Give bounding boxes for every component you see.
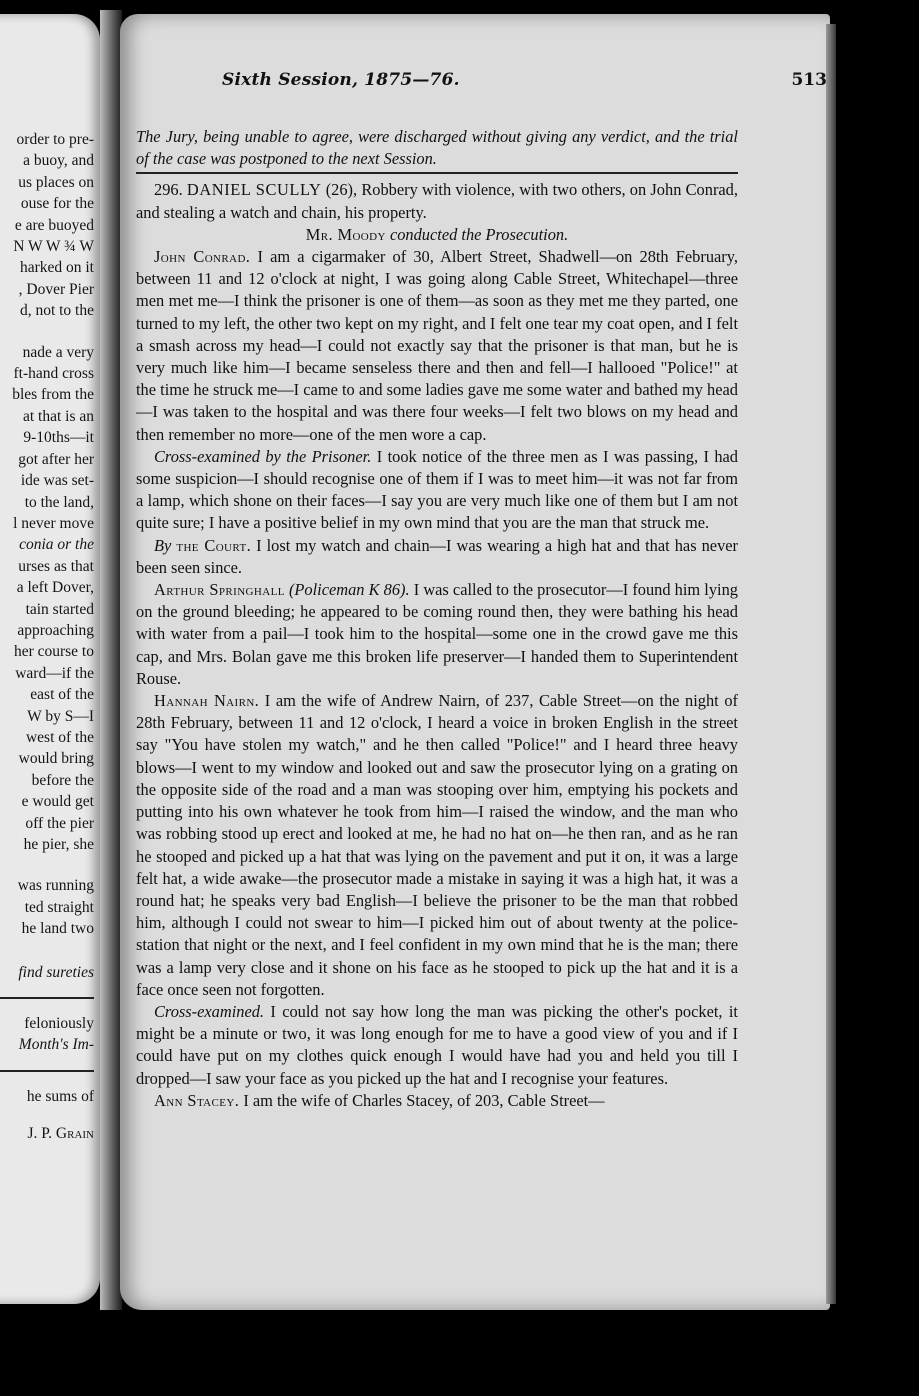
witness-name: John Conrad. xyxy=(154,247,251,267)
left-page-line: feloniously xyxy=(24,1015,94,1033)
left-page-line: ouse for the xyxy=(20,195,94,213)
cross-label: Cross-examined by the Prisoner. xyxy=(154,446,372,466)
left-page-line: east of the xyxy=(30,686,94,704)
page-body xyxy=(136,126,738,1112)
defendant-name: DANIEL SCULLY xyxy=(186,180,322,200)
left-page-line: d, not to the xyxy=(19,302,94,320)
section-rule xyxy=(136,172,738,174)
court-question xyxy=(136,535,738,579)
witness-role: (Policeman K 86). xyxy=(288,580,410,600)
witness-name: Arthur Springhall xyxy=(154,580,285,600)
left-page-line: was running xyxy=(17,877,94,895)
left-page-line: tain started xyxy=(25,600,94,618)
witness-name: Hannah Nairn. xyxy=(154,691,260,711)
left-page-line: W by S—I xyxy=(27,707,94,725)
left-page-line: J. P. Grain xyxy=(27,1125,94,1143)
left-page-line: before the xyxy=(31,771,94,789)
left-page-line: bles from the xyxy=(12,386,94,404)
page-number: 513 xyxy=(791,70,827,90)
left-page-line: he land two xyxy=(21,920,94,938)
jury-note: The Jury, being unable to agree, were discharged without giving any verdict, and the trial of the case was postponed to the next Session. xyxy=(136,127,738,169)
left-page-line: he sums of xyxy=(26,1087,94,1105)
witness-name: Ann Stacey. xyxy=(154,1090,240,1110)
left-page-line: N W W ¾ W xyxy=(13,238,94,256)
left-page-line: a left Dover, xyxy=(16,579,94,597)
testimony-text: I took notice of the three men as I was passing, I had some suspicion—I should recognise one of them if I was to meet him—it was not far from a lamp, which shone on their faces—I say you are very much like one of them but I am not quite sure; I have a positive belief in my own mind that you are the man that struck me. xyxy=(136,446,738,533)
left-page-line: ward—if the xyxy=(15,664,94,682)
left-page-line: her course to xyxy=(13,643,94,661)
cross-label: Cross-examined. xyxy=(154,1001,265,1021)
left-page-line: ted straight xyxy=(24,898,94,916)
testimony-text: I am a cigarmaker of 30, Albert Street, Shadwell—on 28th February, between 11 and 12 o'clock at night, I was going along Cable Street, Whitechapel—three men met me—I think the prisoner is one of them—as soon as they met me they parted, one turned to my left, the other two kept on my right, and I felt one tear my coat open, and I felt a smash across my head—I could not exactly say that the prisoner is that man, but he is very much like him—I became senseless there and then and fell—I hallooed "Police!" at the time he struck me—I came to and some ladies gave me some water and bathed my head—I was taken to the hospital and was there four weeks—I felt two blows on my head and then remember no more—one of the men wore a cap. xyxy=(136,247,738,444)
left-page-line: off the pier xyxy=(25,814,94,832)
left-page-line: e are buoyed xyxy=(14,216,94,234)
case-number: 296. xyxy=(154,180,183,200)
left-page-line: a buoy, and xyxy=(23,152,94,170)
charge-text: (26), Robbery with violence, with two others, on John Conrad, and stealing a watch and chain, his property. xyxy=(136,180,738,222)
prosecution-line xyxy=(136,224,738,246)
testimony-text: I could not say how long the man was picking the other's pocket, it might be a minute or two, it was long enough for me to have a good view of you and if I could have put on my clothes quick enough I would have had you and held you till I dropped—I saw your face as you picked up the hat and I recognise your features. xyxy=(136,1001,738,1088)
book-gutter xyxy=(100,10,122,1310)
testimony-stacey xyxy=(136,1090,738,1112)
testimony-text: I am the wife of Charles Stacey, of 203, Cable Street— xyxy=(243,1090,605,1110)
left-page-line: to the land, xyxy=(24,493,94,511)
court-label: the Court. xyxy=(176,535,252,555)
running-head: Sixth Session, 1875—76. xyxy=(222,70,460,90)
left-page-line: conia or the xyxy=(19,536,94,554)
left-page-line: would bring xyxy=(18,750,94,768)
left-page-line: find sureties xyxy=(18,963,94,981)
left-page-line: ide was set- xyxy=(20,472,94,490)
left-page xyxy=(0,14,100,1304)
court-label-by: By xyxy=(154,535,172,555)
testimony-conrad xyxy=(136,246,738,446)
left-page-line: , Dover Pier xyxy=(18,280,94,298)
left-page-line: order to pre- xyxy=(16,131,94,148)
case-heading xyxy=(136,179,738,223)
left-page-line: urses as that xyxy=(18,557,94,575)
cross-examination-prisoner xyxy=(136,446,738,535)
testimony-text: I was called to the prosecutor—I found him lying on the ground bleeding; he appeared to be coming round then, they were bathing his head with water from a pail—I took him to the hospital—some one in the crowd gave me this cap, and Mrs. Bolan gave me this broken life preserver—I handed them to Superintendent Rouse. xyxy=(136,580,738,688)
left-page-line: l never move xyxy=(13,514,94,532)
cross-examination xyxy=(136,1001,738,1090)
left-page-line: got after her xyxy=(18,450,94,468)
left-page-rule xyxy=(0,997,94,999)
prosecution-text: conducted the Prosecution. xyxy=(389,224,569,244)
left-page-line: at that is an xyxy=(22,407,94,425)
prosecutor-name: Mr. Moody xyxy=(305,224,386,244)
left-page-line: e would get xyxy=(21,793,94,811)
testimony-springhall xyxy=(136,579,738,690)
page-edge xyxy=(826,24,836,1304)
left-page-line: Month's Im- xyxy=(18,1036,94,1054)
left-page-text xyxy=(0,129,94,1145)
testimony-nairn xyxy=(136,690,738,1001)
testimony-text: I lost my watch and chain—I was wearing a high hat and that has never been seen since. xyxy=(136,535,739,577)
left-page-line: he pier, she xyxy=(23,836,94,853)
left-page-line: approaching xyxy=(17,621,94,639)
testimony-text: I am the wife of Andrew Nairn, of 237, Cable Street—on the night of 28th February, between 11 and 12 o'clock, I heard a voice in broken English in the street say "You have stolen my watch," and he then called "Police!" and I heard three heavy blows—I went to my window and looked out and saw the prosecutor lying on a grating on the opposite side of the road and a man was stooping over him, emptying his pockets and putting into his own whatever he took from him—I raised the window, and the man who was robbing stood up erect and looked at me, he had no hat on—he then ran, and as he ran he stooped and picked up a hat that was lying on the pavement and put it on, it was a large felt hat, a wide awake—the prosecutor made a mistake in saying it was a high hat, it was a round hat; he speaks very bad English—I believe the prisoner to be the man that robbed him, although I could not swear to him—I picked him out of about twenty at the police-station that night or the next, and I feel confident in my own mind that he is the man; there was a lamp very close and it shone on his face as he stooped to pick up the hat and it is a face once seen not forgotten. xyxy=(136,691,738,999)
left-page-line: west of the xyxy=(25,728,94,746)
left-page-rule xyxy=(0,1070,94,1072)
left-page-line: 9-10ths—it xyxy=(23,429,94,447)
left-page-line: harked on it xyxy=(19,259,94,277)
left-page-line: nade a very xyxy=(22,343,94,361)
left-page-line: us places on xyxy=(18,173,94,191)
left-page-line: ft-hand cross xyxy=(13,365,94,383)
